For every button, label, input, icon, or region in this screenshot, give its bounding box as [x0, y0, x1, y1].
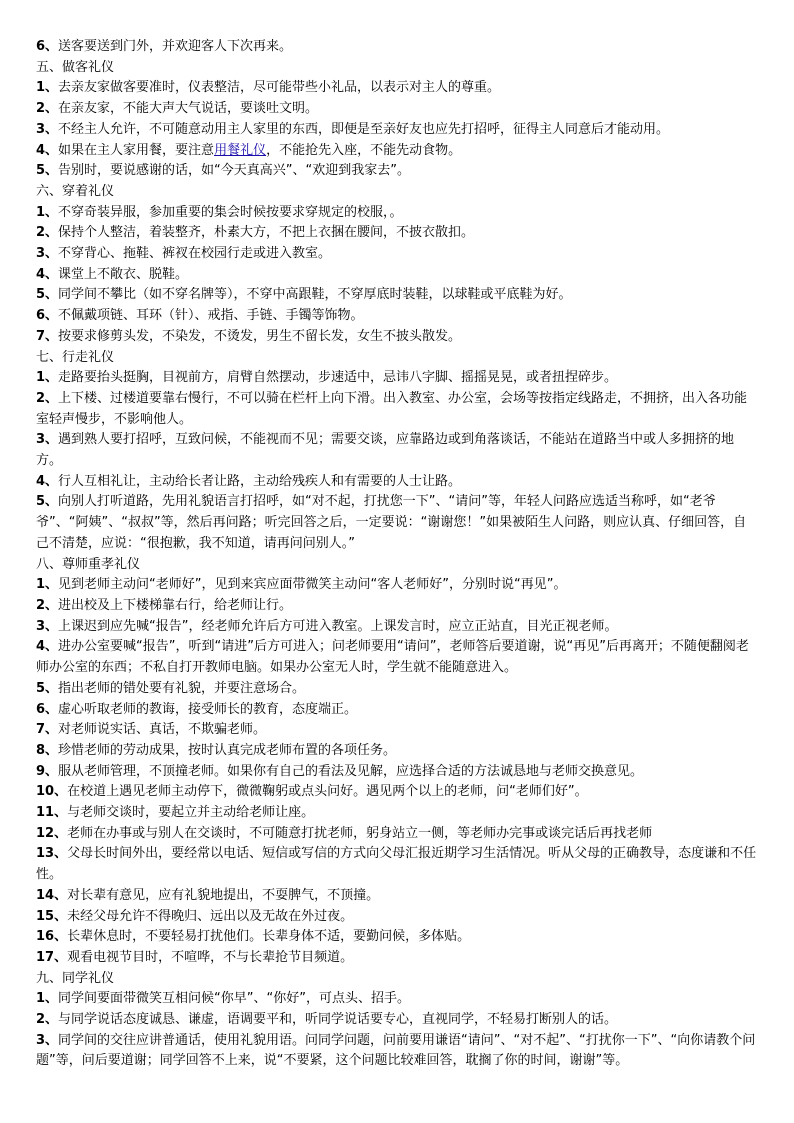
item-number: 2、: [36, 390, 59, 406]
item-number: 7、: [36, 328, 59, 344]
item-text: 父母长时间外出，要经常以电话、短信或写信的方式向父母汇报近期学习生活情况。听从父母的正确教导，态度谦和不任性。: [36, 846, 757, 883]
item-number: 7、: [36, 722, 59, 738]
list-item: [36, 265, 758, 286]
list-item: [36, 1031, 758, 1072]
item-text: ，不能抢先入座，不能先动食物。: [266, 142, 462, 158]
item-text: 对长辈有意见，应有礼貌地提出，不耍脾气，不顶撞。: [67, 887, 380, 903]
item-number: 2、: [36, 101, 59, 117]
list-item: [36, 389, 758, 430]
item-number: 6、: [36, 39, 59, 54]
item-number: 3、: [36, 121, 59, 137]
item-number: 3、: [36, 246, 59, 262]
item-text: 老师在办事或与别人在交谈时，不可随意打扰老师，躬身站立一侧，等老师办完事或谈完话后再找老师: [67, 825, 653, 841]
list-item: [36, 368, 758, 389]
list-item: [36, 886, 758, 907]
item-text: 保持个人整洁，着装整齐，朴素大方，不把上衣捆在腰间，不披衣散扣。: [58, 225, 475, 241]
section-heading-text: 八、尊师重孝礼仪: [36, 556, 141, 572]
item-text: 如果在主人家用餐，要注意: [58, 142, 215, 158]
item-number: 5、: [36, 163, 59, 179]
list-item: [36, 927, 758, 948]
item-number: 2、: [36, 1012, 59, 1028]
item-number: 4、: [36, 266, 59, 282]
item-text: 进出校及上下楼梯靠右行，给老师让行。: [58, 597, 293, 613]
item-text: 珍惜老师的劳动成果，按时认真完成老师布置的各项任务。: [58, 742, 397, 758]
list-item: [36, 679, 758, 700]
dining-etiquette-link[interactable]: 用餐礼仪: [214, 142, 267, 158]
item-number: 3、: [36, 618, 59, 634]
item-number: 2、: [36, 597, 59, 613]
item-number: 3、: [36, 432, 59, 448]
item-text: 同学间要面带微笑互相问候“你早”、“你好”，可点头、招手。: [58, 991, 410, 1007]
item-text: 同学间不攀比（如不穿名牌等），不穿中高跟鞋，不穿厚底时装鞋，以球鞋或平底鞋为好。: [58, 287, 572, 303]
item-number: 4、: [36, 142, 59, 158]
list-item: [36, 430, 758, 471]
item-number: 12、: [36, 825, 68, 841]
item-text: 按要求修剪头发，不染发，不烫发，男生不留长发，女生不披头散发。: [58, 328, 462, 344]
item-number: 16、: [36, 929, 68, 945]
list-item: [36, 492, 758, 554]
list-item: [36, 617, 758, 638]
list-item: [36, 575, 758, 596]
list-item: [36, 637, 758, 678]
section-heading-text: 九、同学礼仪: [36, 970, 115, 986]
item-text: 指出老师的错处要有礼貌，并要注意场合。: [58, 680, 306, 696]
list-item: [36, 907, 758, 928]
item-text: 同学间的交往应讲普通话，使用礼貌用语。问同学问题，问前要用谦语“请问”、“对不起”、“打扰你一下”、“向你请教个问题”等，问后要道谢；同学回答不上来，说“不要紧，这个问题比较难回答，耽搁了你的时间，谢谢”等。: [36, 1032, 756, 1069]
list-item: [36, 120, 758, 141]
list-item: [36, 948, 758, 969]
list-item: [36, 203, 758, 224]
list-item: [36, 99, 758, 120]
item-text: 课堂上不敞衣、脱鞋。: [58, 266, 189, 282]
item-text: 不穿奇装异服，参加重要的集会时候按要求穿规定的校服，。: [58, 204, 403, 220]
list-item: [36, 989, 758, 1010]
list-item: [36, 141, 758, 162]
item-text: 与同学说话态度诚恳、谦虚，语调要平和，听同学说话要专心，直视同学，不轻易打断别人的话。: [58, 1012, 618, 1028]
section-heading: [36, 58, 758, 79]
item-number: 1、: [36, 577, 59, 593]
list-item: [36, 244, 758, 265]
item-text: 不穿背心、拖鞋、裤衩在校园行走或进入教室。: [58, 246, 332, 262]
item-text: 对老师说实话、真话，不欺骗老师。: [58, 722, 267, 738]
item-text: 在校道上遇见老师主动停下，微微鞠躬或点头问好。遇见两个以上的老师，问“老师们好”。: [67, 784, 588, 800]
item-text: 未经父母允许不得晚归、远出以及无故在外过夜。: [67, 908, 354, 924]
item-number: 6、: [36, 308, 59, 324]
item-text: 与老师交谈时，要起立并主动给老师让座。: [67, 805, 315, 821]
list-item: [36, 596, 758, 617]
section-heading: [36, 969, 758, 990]
item-number: 5、: [36, 494, 59, 510]
item-number: 17、: [36, 949, 68, 965]
section-heading-text: 六、穿着礼仪: [36, 183, 115, 199]
list-item: [36, 37, 758, 58]
item-number: 15、: [36, 908, 68, 924]
item-number: 3、: [36, 1032, 59, 1048]
item-text: 长辈休息时，不要轻易打扰他们。长辈身体不适，要勤问候，多体贴。: [67, 929, 471, 945]
list-item: [36, 161, 758, 182]
item-text: 上下楼、过楼道要靠右慢行，不可以骑在栏杆上向下滑。出入教室、办公室，会场等按指定线路走，不拥挤，出入各功能室轻声慢步，不影响他人。: [36, 390, 748, 427]
item-text: 去亲友家做客要准时，仪表整洁，尽可能带些小礼品，以表示对主人的尊重。: [58, 80, 501, 96]
item-number: 11、: [36, 805, 68, 821]
item-text: 不经主人允许，不可随意动用主人家里的东西，即便是至亲好友也应先打招呼，征得主人同意后才能动用。: [58, 121, 670, 137]
list-item: [36, 700, 758, 721]
list-item: [36, 327, 758, 348]
item-text: 送客要送到门外，并欢迎客人下次再来。: [58, 39, 293, 54]
section-heading: [36, 555, 758, 576]
list-item: [36, 306, 758, 327]
item-text: 不佩戴项链、耳环（针）、戒指、手链、手镯等饰物。: [58, 308, 364, 324]
item-number: 1、: [36, 204, 59, 220]
item-text: 上课迟到应先喊“报告”，经老师允许后方可进入教室。上课发言时，应立正站直，目光正视老师。: [58, 618, 618, 634]
item-text: 虚心听取老师的教诲，接受师长的教育，态度端正。: [58, 701, 358, 717]
item-number: 2、: [36, 225, 59, 241]
list-item: [36, 844, 758, 885]
item-text: 走路要抬头挺胸，目视前方，肩臂自然摆动，步速适中，忌讳八字脚、摇摇晃晃，或者扭捏碎步。: [58, 370, 618, 386]
list-item: [36, 782, 758, 803]
item-text: 遇到熟人要打招呼，互致问候，不能视而不见；需要交谈，应靠路边或到角落谈话，不能站在道路当中或人多拥挤的地方。: [36, 432, 735, 469]
item-number: 4、: [36, 639, 59, 655]
item-text: 告别时，要说感谢的话，如“今天真高兴”、“欢迎到我家去”。: [58, 163, 410, 179]
list-item: [36, 223, 758, 244]
item-number: 10、: [36, 784, 68, 800]
section-heading: [36, 348, 758, 369]
section-heading: [36, 182, 758, 203]
item-number: 1、: [36, 991, 59, 1007]
item-number: 5、: [36, 680, 59, 696]
list-item: [36, 824, 758, 845]
item-number: 1、: [36, 370, 59, 386]
item-number: 5、: [36, 287, 59, 303]
list-item: [36, 803, 758, 824]
list-item: [36, 741, 758, 762]
item-text: 行人互相礼让，主动给长者让路，主动给残疾人和有需要的人士让路。: [58, 473, 462, 489]
list-item: [36, 78, 758, 99]
list-item: [36, 285, 758, 306]
item-number: 4、: [36, 473, 59, 489]
item-text: 观看电视节目时，不喧哗，不与长辈抢节目频道。: [67, 949, 354, 965]
item-text: 向别人打听道路，先用礼貌语言打招呼，如“对不起，打扰您一下”、“请问”等，年轻人问路应选适当称呼，如“老爷爷”、“阿姨”、“叔叔”等，然后再问路；听完回答之后，一定要说：“谢谢您！”如果被陌生人问路，则应认真、仔细回答，自己不清楚，应说：“很抱歉，我不知道，请再问问别人。”: [36, 494, 747, 551]
item-text: 在亲友家，不能大声大气说话，要谈吐文明。: [58, 101, 319, 117]
list-item: [36, 472, 758, 493]
item-text: 见到老师主动问“老师好”，见到来宾应面带微笑主动问“客人老师好”，分别时说“再见”。: [58, 577, 567, 593]
item-text: 服从老师管理，不顶撞老师。如果你有自己的看法及见解，应选择合适的方法诚恳地与老师交换意见。: [58, 763, 644, 779]
item-number: 9、: [36, 763, 59, 779]
section-heading-text: 七、行走礼仪: [36, 349, 115, 365]
item-number: 6、: [36, 701, 59, 717]
item-number: 13、: [36, 846, 68, 862]
list-item: [36, 1010, 758, 1031]
list-item: [36, 720, 758, 741]
list-item: [36, 762, 758, 783]
item-number: 8、: [36, 742, 59, 758]
item-text: 进办公室要喊“报告”，听到“请进”后方可进入；问老师要用“请问”，老师答后要道谢，说“再见”后再离开；不随便翻阅老师办公室的东西；不私自打开教师电脑。如果办公室无人时，学生就不能随意进入。: [36, 639, 749, 676]
item-number: 14、: [36, 887, 68, 903]
item-number: 1、: [36, 80, 59, 96]
section-heading-text: 五、做客礼仪: [36, 59, 115, 75]
